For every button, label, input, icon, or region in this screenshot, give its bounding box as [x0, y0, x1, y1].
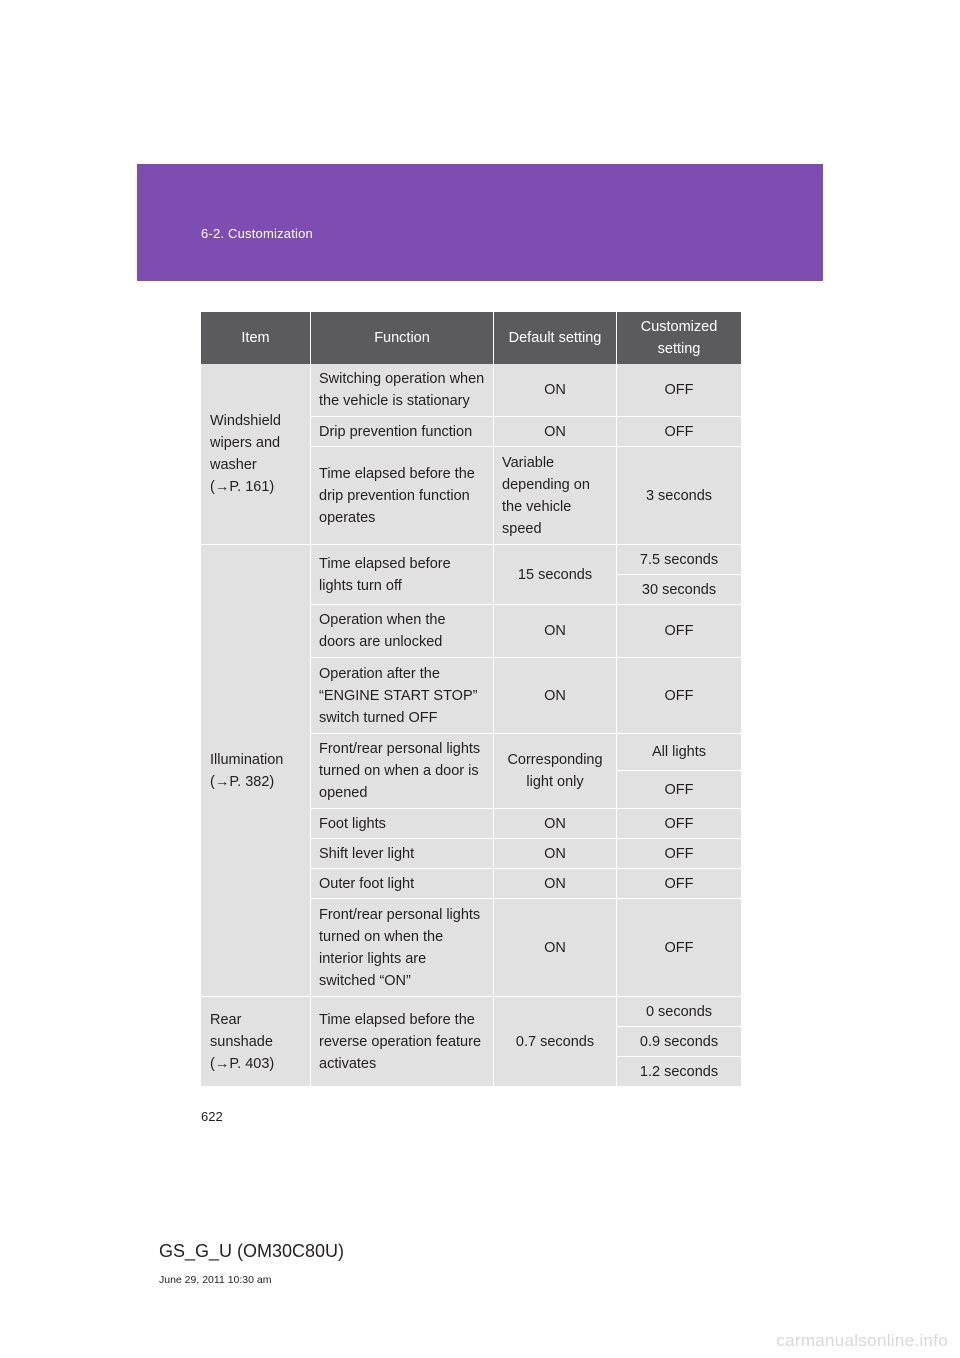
column-header-default: Default setting: [494, 312, 617, 364]
default-cell: Corresponding light only: [494, 734, 617, 809]
customized-cell: OFF: [617, 417, 741, 447]
function-cell: Drip prevention function: [311, 417, 494, 447]
function-cell: Time elapsed before the drip prevention function operates: [311, 447, 494, 545]
default-cell: ON: [494, 809, 617, 839]
customized-cell: OFF: [617, 899, 741, 997]
customized-cell: OFF: [617, 364, 741, 417]
default-cell: 15 seconds: [494, 545, 617, 605]
customized-cell: 3 seconds: [617, 447, 741, 545]
customized-cell: 0.9 seconds: [617, 1027, 741, 1057]
column-header-item: Item: [201, 312, 311, 364]
default-cell: ON: [494, 899, 617, 997]
function-cell: Front/rear personal lights turned on when the interior lights are switched “ON”: [311, 899, 494, 997]
customized-cell: OFF: [617, 809, 741, 839]
customized-cell: OFF: [617, 869, 741, 899]
customized-cell: 1.2 seconds: [617, 1057, 741, 1087]
function-cell: Foot lights: [311, 809, 494, 839]
table-row: [201, 545, 741, 575]
item-rear-sunshade: Rear sunshade (→P. 403): [201, 997, 311, 1087]
customized-cell: All lights: [617, 734, 741, 771]
default-cell: ON: [494, 364, 617, 417]
customized-cell: 0 seconds: [617, 997, 741, 1027]
function-cell: Time elapsed before the reverse operation feature activates: [311, 997, 494, 1087]
header-band: [137, 164, 823, 281]
function-cell: Operation when the doors are unlocked: [311, 605, 494, 658]
default-cell: ON: [494, 658, 617, 734]
customized-cell: 7.5 seconds: [617, 545, 741, 575]
page-number: 622: [201, 1109, 223, 1124]
customized-cell: OFF: [617, 839, 741, 869]
model-code: GS_G_U (OM30C80U): [159, 1241, 345, 1261]
function-cell: Switching operation when the vehicle is stationary: [311, 364, 494, 417]
column-header-function: Function: [311, 312, 494, 364]
function-cell: Operation after the “ENGINE START STOP” switch turned OFF: [311, 658, 494, 734]
watermark: carmanualsonline.info: [776, 1331, 948, 1350]
function-cell: Shift lever light: [311, 839, 494, 869]
table-row: [201, 997, 741, 1027]
default-cell: ON: [494, 869, 617, 899]
section-title: 6-2. Customization: [201, 226, 313, 241]
item-illumination: Illumination (→P. 382): [201, 545, 311, 997]
default-cell: ON: [494, 839, 617, 869]
print-date: June 29, 2011 10:30 am: [159, 1274, 272, 1286]
item-windshield: Windshield wipers and washer (→P. 161): [201, 364, 311, 545]
table-header-row: [201, 312, 741, 364]
default-cell: Variable depending on the vehicle speed: [494, 447, 617, 545]
function-cell: Time elapsed before lights turn off: [311, 545, 494, 605]
default-cell: ON: [494, 417, 617, 447]
default-cell: ON: [494, 605, 617, 658]
column-header-customized: Customized setting: [617, 312, 741, 364]
default-cell: 0.7 seconds: [494, 997, 617, 1087]
customized-cell: 30 seconds: [617, 575, 741, 605]
function-cell: Front/rear personal lights turned on when a door is opened: [311, 734, 494, 809]
table-row: [201, 364, 741, 417]
customized-cell: OFF: [617, 605, 741, 658]
customized-cell: OFF: [617, 771, 741, 809]
customized-cell: OFF: [617, 658, 741, 734]
customization-table: [201, 312, 741, 1087]
function-cell: Outer foot light: [311, 869, 494, 899]
